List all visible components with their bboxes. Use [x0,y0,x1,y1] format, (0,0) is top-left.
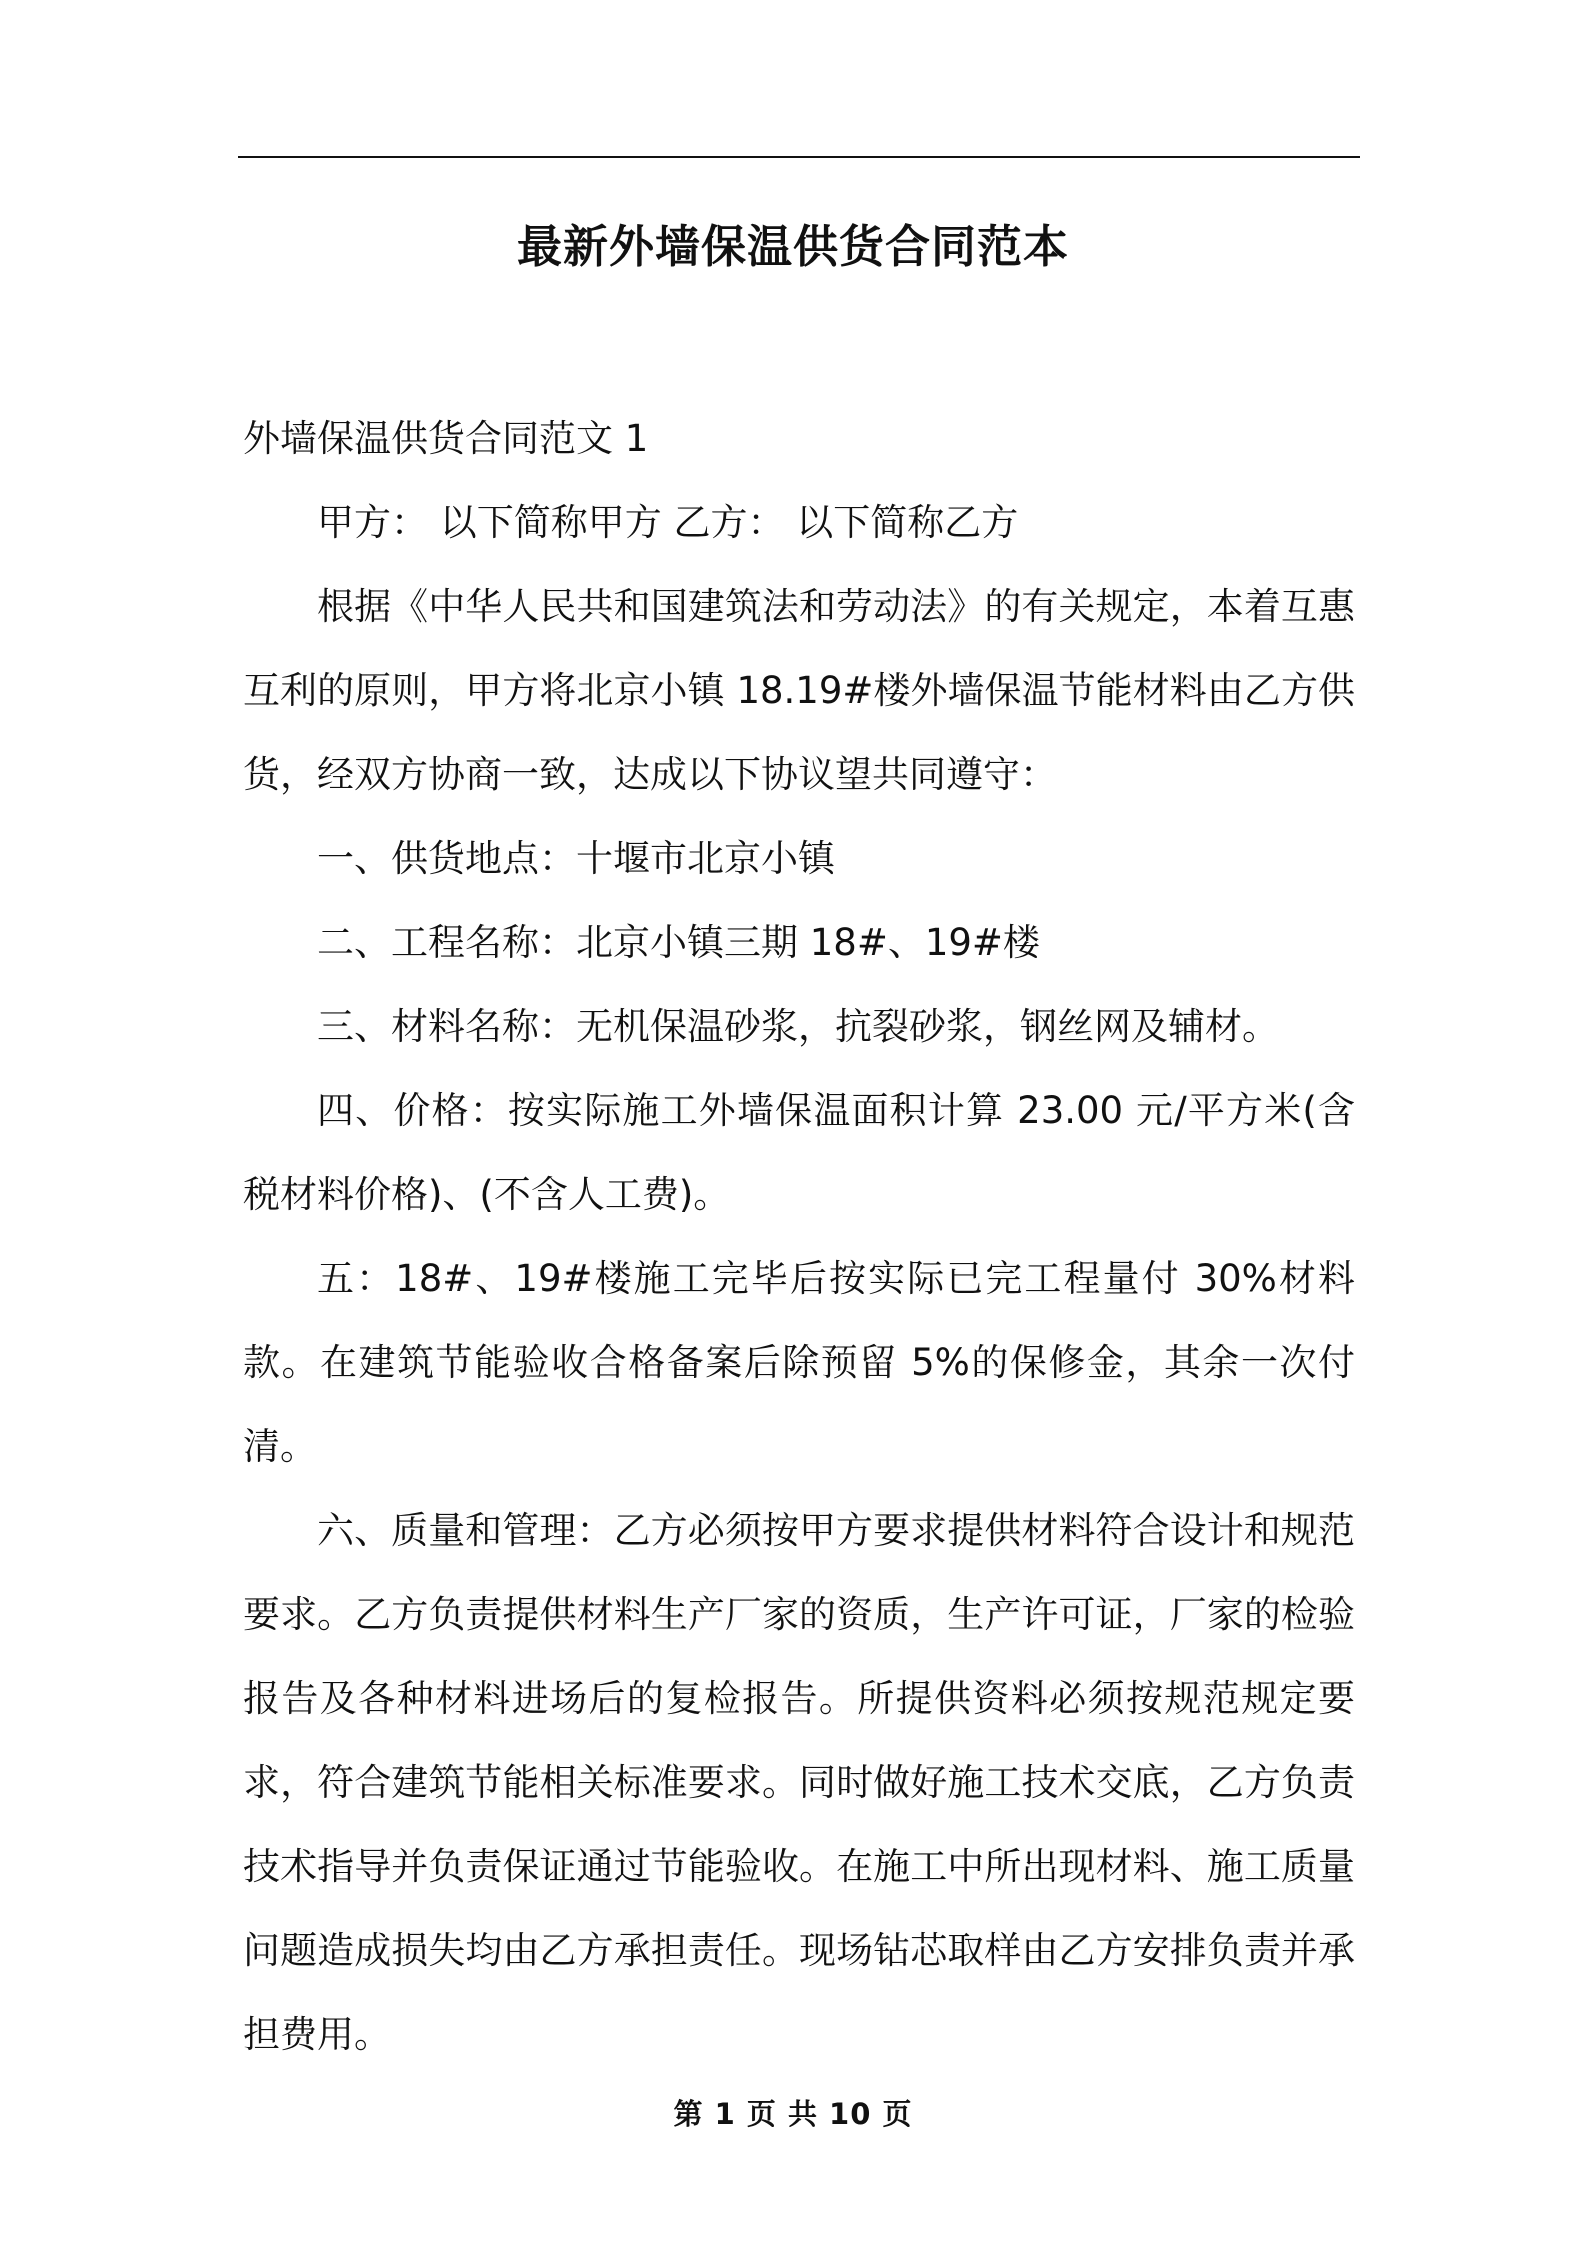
page-indicator: 第 1 页 共 10 页 [673,2097,913,2131]
header-rule [238,156,1360,158]
paragraph-parties: 甲方： 以下简称甲方 乙方： 以下简称乙方 [317,501,1019,544]
paragraph-payment: 五：18#、19#楼施工完毕后按实际已完工程量付 30%材料款。在建筑节能验收合格备案后除预留 5%的保修金，其余一次付清。 [243,1257,1355,1468]
paragraph-project-name: 二、工程名称：北京小镇三期 18#、19#楼 [317,921,1040,964]
section-heading: 外墙保温供货合同范文 1 [243,417,649,460]
document-title: 最新外墙保温供货合同范本 [516,220,1069,273]
paragraph-quality-management: 六、质量和管理：乙方必须按甲方要求提供材料符合设计和规范要求。乙方负责提供材料生产厂家的资质，生产许可证，厂家的检验报告及各种材料进场后的复检报告。所提供资料必须按规范规定要求，符合建筑节能相关标准要求。同时做好施工技术交底，乙方负责技术指导并负责保证通过节能验收。在施工中所出现材料、施工质量问题造成损失均由乙方承担责任。现场钻芯取样由乙方安排负责并承担费用。 [243,1509,1355,2056]
paragraph-material-name: 三、材料名称：无机保温砂浆，抗裂砂浆，钢丝网及辅材。 [317,1005,1279,1048]
paragraph-delivery-location: 一、供货地点：十堰市北京小镇 [317,837,835,880]
paragraph-preamble: 根据《中华人民共和国建筑法和劳动法》的有关规定，本着互惠互利的原则，甲方将北京小镇 18.19#楼外墙保温节能材料由乙方供货，经双方协商一致，达成以下协议望共同遵守： [243,585,1355,796]
paragraph-price: 四、价格：按实际施工外墙保温面积计算 23.00 元/平方米(含税材料价格)、(不含人工费)。 [243,1089,1355,1216]
document-body [243,397,1355,2077]
